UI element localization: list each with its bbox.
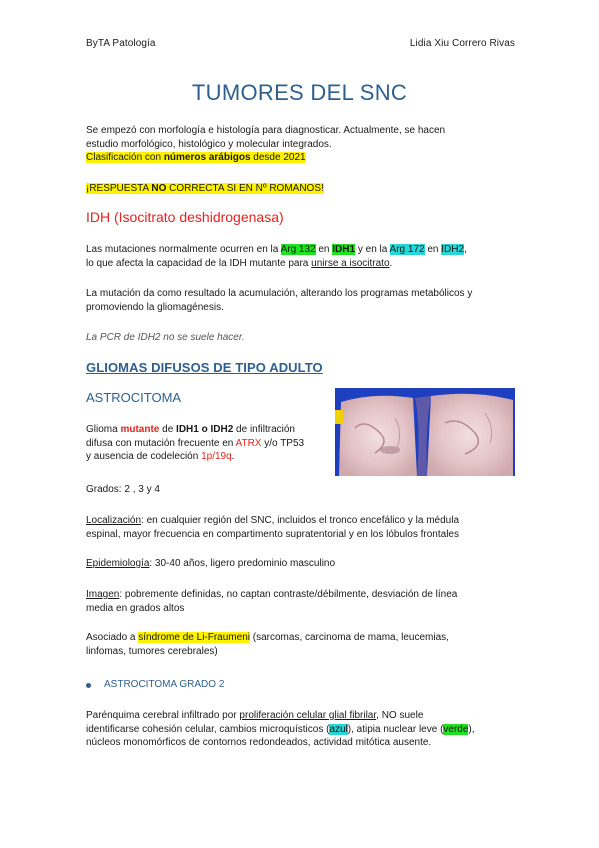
idh-heading: IDH (Isocitrato deshidrogenasa) — [86, 209, 284, 225]
imagen-label: Imagen — [86, 589, 120, 600]
intro-highlight-line — [86, 151, 516, 165]
warning-bold: NO — [151, 183, 167, 194]
intro-line-1: Se empezó con morfología e histología para diagnosticar. Actualmente, se hacen — [86, 125, 446, 136]
grado2-l2-a: identificarse cohesión celular, cambios microquísticos ( — [86, 723, 330, 735]
asociado-b: (sarcomas, carcinoma de mama, leucemias, — [249, 632, 449, 643]
localizacion-label: Localización — [86, 515, 142, 526]
grado2-l1-b: , NO suele — [376, 710, 424, 721]
asociado-paragraph — [86, 631, 516, 658]
warning-pre: ¡RESPUESTA — [86, 183, 152, 194]
warning-post: CORRECTA SI EN Nº ROMANOS! — [166, 183, 324, 194]
idh-p1-line-1 — [86, 243, 516, 257]
page-title: TUMORES DEL SNC — [191, 80, 408, 105]
astro-def-line-1 — [86, 423, 326, 437]
grados-line: Grados: 2 , 3 y 4 — [86, 484, 160, 495]
bullet-label: ASTROCITOMA GRADO 2 — [104, 679, 225, 690]
astro-l1-c: de infiltración — [233, 424, 295, 435]
localizacion-line-1 — [86, 514, 516, 528]
atrx-text: ATRX — [235, 437, 262, 449]
asociado-a: Asociado a — [86, 632, 139, 643]
idh-p2-line-1: La mutación da como resultado la acumulación, alterando los programas metabólicos y — [86, 288, 473, 299]
idh-paragraph-2 — [86, 287, 516, 314]
idh-p1-en1: en — [315, 244, 333, 255]
idh-note: La PCR de IDH2 no se suele hacer. — [86, 332, 245, 343]
astro-l2-b: y/o TP53 — [261, 437, 305, 449]
grado2-line-3: núcleos monomórficos de contornos redondeados, actividad mitótica ausente. — [86, 737, 432, 748]
idh-p1-line2-end: . — [389, 257, 393, 269]
azul-highlight: azul — [329, 723, 348, 735]
warning-line — [86, 182, 516, 196]
intro-line-2: estudio morfológico, histológico y molecular integrados. — [86, 138, 332, 150]
idh-p1-line-2 — [86, 257, 516, 271]
grado2-l2-c: ), — [468, 723, 475, 735]
astro-l1-b: de — [159, 424, 177, 435]
intro-highlight-post: desde 2021 — [250, 152, 306, 163]
header-right: Lidia Xiu Correro Rivas — [409, 38, 515, 49]
idh-p1-b: y en la — [355, 244, 390, 255]
arg172-highlight: Arg 172 — [389, 244, 425, 255]
imagen-text-1: : pobremente definidas, no captan contraste/débilmente, desviación de línea — [119, 589, 458, 600]
section-heading: GLIOMAS DIFUSOS DE TIPO ADULTO — [86, 360, 323, 375]
astro-l3-b: . — [231, 451, 235, 462]
astro-def-line-2 — [86, 437, 326, 451]
brain-section-photo — [335, 388, 515, 476]
grado2-l1-a: Parénquima cerebral infiltrado por — [86, 710, 240, 721]
localizacion-paragraph — [86, 514, 516, 541]
grado2-underline: proliferación celular glial fibrilar — [239, 710, 377, 721]
mutante-text: mutante — [120, 424, 160, 435]
imagen-line-1 — [86, 588, 516, 602]
astro-def-line-3 — [86, 450, 326, 464]
localizacion-line-2: espinal, mayor frecuencia en compartimento supratentorial y en los lóbulos frontales — [86, 528, 459, 540]
idh-p1-line2-underline: unirse a isocitrato — [311, 257, 390, 269]
idh-p2-line-2: promoviendo la gliomagénesis. — [86, 301, 224, 313]
idh-p1-line2-a: lo que afecta la capacidad de la IDH mutante para — [86, 257, 312, 269]
idh-p1-en2: en — [424, 244, 442, 255]
imagen-line-2: media en grados altos — [86, 602, 185, 614]
li-fraumeni-highlight: síndrome de Li-Fraumeni — [138, 632, 250, 643]
arg132-highlight: Arg 132 — [280, 244, 316, 255]
epidemiologia-label: Epidemiología — [86, 558, 150, 569]
idh-p1-c: , — [464, 244, 467, 255]
epidemiologia-text: : 30-40 años, ligero predominio masculino — [149, 558, 336, 569]
epidemiologia-line — [86, 557, 516, 571]
bullet-astrocitoma-grado-2 — [104, 679, 224, 690]
intro-paragraph — [86, 124, 516, 165]
imagen-paragraph — [86, 588, 516, 615]
idh2-highlight: IDH2 — [441, 244, 465, 255]
astro-l3-a: y ausencia de codeleción — [86, 451, 202, 462]
astro-definition — [86, 423, 326, 464]
codeletion-text: 1p/19q — [201, 451, 232, 462]
header-left: ByTA Patología — [86, 38, 156, 49]
intro-highlight-pre: Clasificación con — [86, 152, 164, 163]
localizacion-text-1: : en cualquier región del SNC, incluidos el tronco encefálico y la médula — [141, 515, 460, 526]
astro-l2-a: difusa con mutación frecuente en — [86, 437, 236, 449]
verde-highlight: verde — [443, 723, 469, 735]
grado2-l2-b: ), atipia nuclear leve ( — [347, 723, 444, 735]
grado2-line-1 — [86, 709, 516, 723]
intro-highlight-bold: números arábigos — [163, 152, 251, 163]
idh-p1-a: Las mutaciones normalmente ocurren en la — [86, 244, 281, 255]
idh1-idh2-text: IDH1 o IDH2 — [176, 424, 234, 435]
brain-section-image — [335, 388, 515, 476]
grado2-line-2 — [86, 723, 516, 737]
grado2-paragraph — [86, 709, 516, 750]
bullet-dot-icon — [86, 683, 91, 688]
astro-l1-a: Glioma — [86, 424, 121, 435]
astrocitoma-heading: ASTROCITOMA — [86, 390, 182, 405]
idh1-highlight: IDH1 — [332, 244, 356, 255]
idh-paragraph-1 — [86, 243, 516, 270]
asociado-line-2: linfomas, tumores cerebrales) — [86, 645, 218, 657]
asociado-line-1 — [86, 631, 516, 645]
